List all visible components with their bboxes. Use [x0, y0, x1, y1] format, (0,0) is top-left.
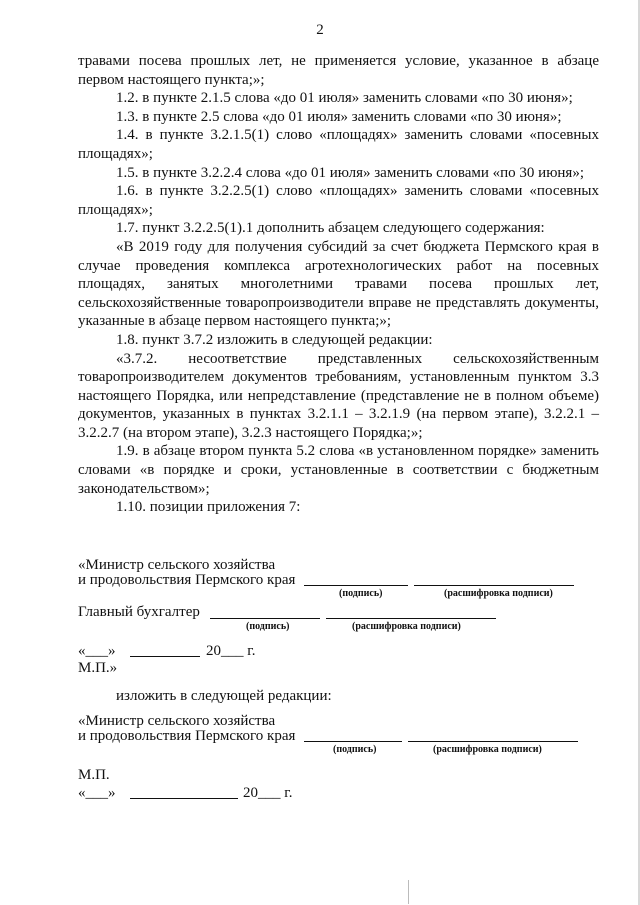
new-minister-title-line1: «Министр сельского хозяйства: [78, 713, 276, 729]
accountant-signature-caption: (подпись): [246, 621, 290, 632]
accountant-decoding-caption: (расшифровка подписи): [352, 621, 461, 632]
scan-mark: [408, 880, 409, 904]
paragraph-continuation: травами посева прошлых лет, не применяется условие, указанное в абзаце первом настоящего пункта;»;: [78, 53, 599, 88]
paragraph-1-3: 1.3. в пункте 2.5 слова «до 01 июля» заменить словами «по 30 июня»;: [116, 108, 562, 125]
paragraph-1-7: 1.7. пункт 3.2.2.5(1).1 дополнить абзацем следующего содержания:: [116, 220, 545, 237]
paragraph-1-6: 1.6. в пункте 3.2.2.5(1) слово «площадях» заменить словами «посевных площадях»;: [78, 183, 599, 218]
paragraph-quote-2019: «В 2019 году для получения субсидий за счет бюджета Пермского края в случае проведения комплекса агротехнологических работ на посевных площадях, занятых многолетними травами посева прошлых лет, сельскохозяйственные товаропроизводители вправе не представлять документы, указанные в абзаце первом настоящего пункта;»;: [78, 238, 599, 330]
accountant-decoding-line: [326, 618, 496, 619]
paragraph-1-9: 1.9. в абзаце втором пункта 5.2 слова «в установленном порядке» заменить словами «в порядке и сроки, установленные в соответствии с бюджетным законодательством»;: [78, 443, 599, 497]
old-signature-caption: (подпись): [339, 588, 383, 599]
old-signature-line: [304, 585, 408, 586]
old-minister-title-line2: и продовольствия Пермского края: [78, 572, 296, 588]
paragraph-1-8: 1.8. пункт 3.7.2 изложить в следующей редакции:: [116, 331, 433, 348]
accountant-signature-line: [210, 618, 320, 619]
old-minister-title-line1: «Министр сельского хозяйства: [78, 557, 276, 573]
old-stamp: М.П.»: [78, 660, 118, 676]
new-date-year: 20___ г.: [243, 785, 293, 801]
new-minister-title-line2: и продовольствия Пермского края: [78, 728, 296, 744]
new-stamp: М.П.: [78, 767, 110, 783]
old-decoding-line: [414, 585, 574, 586]
new-date-month-line: [130, 798, 238, 799]
old-date-year: 20___ г.: [206, 643, 256, 659]
paragraph-1-4: 1.4. в пункте 3.2.1.5(1) слово «площадях» заменить словами «посевных площадях»;: [78, 127, 599, 162]
accountant-title: Главный бухгалтер: [78, 604, 200, 620]
new-signature-caption: (подпись): [333, 744, 377, 755]
old-date-month-line: [130, 656, 200, 657]
paragraph-1-5: 1.5. в пункте 3.2.2.4 слова «до 01 июля» заменить словами «по 30 июня»;: [116, 164, 584, 181]
paragraph-1-10: 1.10. позиции приложения 7:: [116, 499, 301, 516]
new-signature-line: [304, 741, 402, 742]
old-decoding-caption: (расшифровка подписи): [444, 588, 553, 599]
new-date-open: «___»: [78, 785, 116, 801]
paragraph-quote-3-7-2: «3.7.2. несоответствие представленных сельскохозяйственным товаропроизводителем документов требованиям, установленным пунктом 3.3 настоящего Порядка, или непредставление (представление не в полном объеме) документов, указанных в пунктах 3.2.1.1 – 3.2.1.9 (на первом этапе), 3.2.2.1 – 3.2.2.7 (на втором этапе), 3.2.3 настоящего Порядка;»;: [78, 350, 599, 441]
document-body: [78, 52, 599, 517]
paragraph-1-2: 1.2. в пункте 2.1.5 слова «до 01 июля» заменить словами «по 30 июня»;: [116, 90, 573, 107]
page-number: 2: [316, 22, 324, 38]
new-decoding-caption: (расшифровка подписи): [433, 744, 542, 755]
intro-new-wording: изложить в следующей редакции:: [116, 688, 332, 704]
old-date-open: «___»: [78, 643, 116, 659]
new-decoding-line: [408, 741, 578, 742]
